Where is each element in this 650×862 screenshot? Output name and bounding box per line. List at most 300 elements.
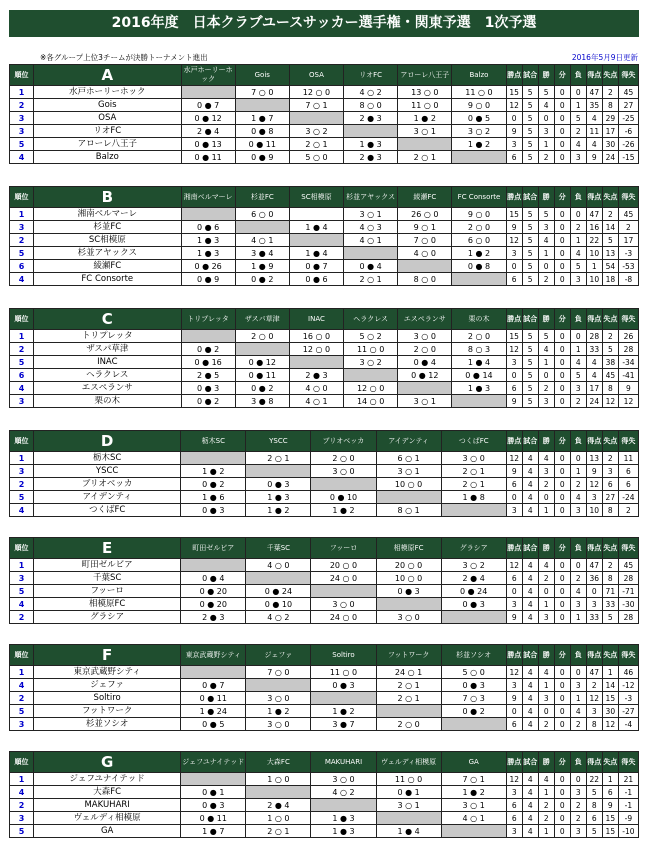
rank-cell: 5 (10, 247, 34, 260)
stat-header: 得失 (618, 645, 638, 666)
team-name: ヘラクレス (34, 369, 181, 382)
stat-cell: 8 (586, 718, 602, 731)
self-cell (398, 260, 452, 273)
result-cell: 1 ● 3 (181, 247, 235, 260)
result-cell: 0 ● 6 (181, 221, 235, 234)
stat-cell: 27 (618, 99, 638, 112)
stat-cell: 4 (570, 585, 586, 598)
team-name: 町田ゼルビア (34, 559, 181, 572)
result-cell: 1 ● 2 (398, 112, 452, 125)
result-cell: 9 ○ 0 (452, 99, 506, 112)
opponent-header: リオFC (344, 65, 398, 86)
stat-cell: 2 (538, 812, 554, 825)
result-cell: 0 ● 24 (441, 585, 506, 598)
result-cell: 2 ○ 0 (311, 452, 376, 465)
result-cell: 3 ○ 1 (344, 208, 398, 221)
stat-cell: 0 (506, 585, 522, 598)
result-cell: 0 ● 11 (181, 812, 246, 825)
result-cell: 0 ● 3 (246, 478, 311, 491)
stat-cell: 4 (586, 356, 602, 369)
rank-cell: 4 (10, 679, 34, 692)
stat-cell: 4 (570, 491, 586, 504)
result-cell: 0 ● 3 (311, 679, 376, 692)
stat-header: 得点 (586, 538, 602, 559)
stat-cell: 3 (506, 598, 522, 611)
result-cell: 0 ● 7 (181, 99, 235, 112)
result-cell: 5 ○ 0 (441, 666, 506, 679)
stat-cell: 5 (522, 138, 538, 151)
stat-cell: 12 (618, 395, 638, 408)
result-cell: 4 ○ 0 (398, 247, 452, 260)
rank-header: 順位 (10, 431, 34, 452)
stat-cell: 4 (538, 343, 554, 356)
stat-cell: 4 (538, 666, 554, 679)
stat-cell: 2 (538, 572, 554, 585)
stat-cell: 6 (618, 465, 638, 478)
stat-cell: 2 (538, 273, 554, 286)
table-row (10, 395, 639, 408)
stat-cell: 9 (506, 221, 522, 234)
stat-cell: 0 (554, 478, 570, 491)
table-row (10, 666, 639, 679)
result-cell: 16 ○ 0 (289, 330, 343, 343)
result-cell: 0 ● 3 (181, 799, 246, 812)
opponent-header: 相模原FC (376, 538, 441, 559)
stat-cell: 4 (570, 356, 586, 369)
stat-cell: 6 (506, 572, 522, 585)
result-cell: 8 ○ 0 (344, 99, 398, 112)
stat-cell: -3 (618, 692, 638, 705)
rank-cell: 1 (10, 86, 34, 99)
stat-cell: 3 (586, 705, 602, 718)
result-cell: 0 ● 2 (181, 395, 235, 408)
result-cell: 2 ○ 0 (452, 330, 506, 343)
opponent-header: INAC (289, 309, 343, 330)
result-cell: 1 ● 4 (452, 356, 506, 369)
stat-header: 分 (554, 309, 570, 330)
stat-cell: 2 (586, 679, 602, 692)
self-cell (181, 208, 235, 221)
stat-cell: -3 (618, 247, 638, 260)
stat-cell: 1 (538, 138, 554, 151)
stat-header: 分 (554, 538, 570, 559)
opponent-header: SC相模原 (289, 187, 343, 208)
team-name: SC相模原 (34, 234, 181, 247)
result-cell: 0 ● 5 (452, 112, 506, 125)
stat-cell: -9 (618, 812, 638, 825)
result-cell: 6 ○ 1 (376, 452, 441, 465)
stat-header: 勝点 (506, 65, 522, 86)
opponent-header: トリプレッタ (181, 309, 235, 330)
stat-cell: 45 (602, 369, 618, 382)
stat-header: 勝点 (506, 309, 522, 330)
stat-cell: 3 (538, 611, 554, 624)
result-cell (289, 208, 343, 221)
stat-cell: -12 (618, 679, 638, 692)
stat-cell: 2 (618, 221, 638, 234)
table-row (10, 369, 639, 382)
stat-header: 負 (570, 645, 586, 666)
stat-cell: 0 (554, 598, 570, 611)
team-name: つくばFC (34, 504, 181, 517)
rank-cell: 2 (10, 343, 34, 356)
stat-cell: 5 (522, 395, 538, 408)
result-cell: 12 ○ 0 (289, 343, 343, 356)
stat-cell: 3 (570, 786, 586, 799)
opponent-header: ヘラクレス (344, 309, 398, 330)
result-cell: 1 ● 3 (246, 491, 311, 504)
stat-cell: 33 (602, 598, 618, 611)
stat-header: 試合 (522, 187, 538, 208)
stat-cell: 3 (506, 504, 522, 517)
stat-cell: 5 (538, 208, 554, 221)
table-row (10, 138, 639, 151)
opponent-header: フットワーク (376, 645, 441, 666)
stat-cell: 6 (602, 478, 618, 491)
stat-cell: 9 (618, 382, 638, 395)
stat-cell: 28 (618, 611, 638, 624)
stat-cell: 5 (522, 86, 538, 99)
stat-cell: 5 (522, 112, 538, 125)
stat-cell: 47 (586, 666, 602, 679)
stat-cell: -41 (618, 369, 638, 382)
stat-cell: 24 (602, 151, 618, 164)
stat-cell: 0 (554, 679, 570, 692)
stat-cell: 4 (522, 598, 538, 611)
stat-cell: -27 (618, 705, 638, 718)
table-row (10, 330, 639, 343)
stat-cell: 0 (554, 611, 570, 624)
stat-cell: 5 (522, 273, 538, 286)
result-cell: 0 ● 3 (376, 585, 441, 598)
rank-cell: 4 (10, 273, 34, 286)
rank-cell: 4 (10, 786, 34, 799)
stat-cell: 3 (570, 151, 586, 164)
result-cell: 12 ○ 0 (344, 382, 398, 395)
rank-cell: 6 (10, 260, 34, 273)
rank-header: 順位 (10, 752, 34, 773)
group-table-a (9, 64, 639, 164)
result-cell: 1 ● 4 (376, 825, 441, 838)
stat-header: 試合 (522, 538, 538, 559)
result-cell: 1 ● 3 (344, 138, 398, 151)
team-name: YSCC (34, 465, 181, 478)
rank-cell: 1 (10, 452, 34, 465)
table-row (10, 786, 639, 799)
stat-header: 試合 (522, 309, 538, 330)
stat-header: 負 (570, 187, 586, 208)
stat-cell: -30 (618, 598, 638, 611)
rank-cell: 4 (10, 504, 34, 517)
stat-cell: 5 (522, 99, 538, 112)
stat-cell: 4 (522, 504, 538, 517)
result-cell: 1 ● 2 (452, 247, 506, 260)
result-cell: 0 ● 1 (181, 786, 246, 799)
result-cell: 3 ○ 0 (441, 452, 506, 465)
table-row (10, 99, 639, 112)
stat-cell: -1 (618, 799, 638, 812)
stat-cell: 0 (554, 382, 570, 395)
result-cell: 7 ○ 0 (235, 86, 289, 99)
result-cell: 0 ● 9 (235, 151, 289, 164)
stat-cell: 24 (586, 395, 602, 408)
stat-cell: 8 (602, 572, 618, 585)
qualification-note: ※各グループ上位3チームが決勝トーナメント進出 (40, 53, 208, 62)
self-cell (344, 125, 398, 138)
opponent-header: Soltiro (311, 645, 376, 666)
team-name: 綾瀬FC (34, 260, 181, 273)
stat-cell: 0 (554, 343, 570, 356)
stat-cell: 0 (554, 799, 570, 812)
stat-header: 勝点 (506, 431, 522, 452)
stat-cell: 2 (602, 208, 618, 221)
result-cell: 0 ● 11 (181, 692, 246, 705)
result-cell: 0 ● 3 (181, 504, 246, 517)
rank-cell: 3 (10, 395, 34, 408)
result-cell: 4 ○ 1 (344, 234, 398, 247)
result-cell: 2 ● 3 (181, 611, 246, 624)
stat-cell: 4 (522, 611, 538, 624)
self-cell (398, 138, 452, 151)
stat-cell: 1 (602, 666, 618, 679)
rank-cell: 4 (10, 598, 34, 611)
stat-cell: 0 (538, 260, 554, 273)
stat-cell: 0 (554, 666, 570, 679)
stat-cell: 38 (602, 356, 618, 369)
stat-cell: 4 (522, 679, 538, 692)
stat-cell: 5 (522, 125, 538, 138)
rank-cell: 5 (10, 705, 34, 718)
opponent-header: 栗の木 (452, 309, 506, 330)
table-row (10, 356, 639, 369)
stat-cell: 4 (522, 718, 538, 731)
opponent-header: 栃木SC (181, 431, 246, 452)
stat-cell: 5 (586, 825, 602, 838)
opponent-header: MAKUHARI (311, 752, 376, 773)
stat-cell: 6 (506, 718, 522, 731)
self-cell (441, 611, 506, 624)
opponent-header: 東京武蔵野シティ (181, 645, 246, 666)
result-cell: 10 ○ 0 (376, 478, 441, 491)
stat-header: 得点 (586, 645, 602, 666)
group-header-row (10, 752, 639, 773)
table-row (10, 208, 639, 221)
stat-cell: 1 (538, 679, 554, 692)
table-row (10, 151, 639, 164)
stat-cell: 2 (570, 812, 586, 825)
stat-cell: -8 (618, 273, 638, 286)
stat-cell: 0 (538, 585, 554, 598)
stat-header: 試合 (522, 65, 538, 86)
stat-cell: -15 (618, 151, 638, 164)
result-cell: 7 ○ 3 (441, 692, 506, 705)
stat-cell: 0 (506, 705, 522, 718)
team-name: Balzo (34, 151, 181, 164)
stat-cell: 1 (538, 356, 554, 369)
result-cell: 1 ● 4 (289, 221, 343, 234)
result-cell: 0 ● 13 (181, 138, 235, 151)
table-row (10, 343, 639, 356)
result-cell: 4 ○ 2 (246, 611, 311, 624)
team-name: 東京武蔵野シティ (34, 666, 181, 679)
team-name: ヴェルディ相模原 (34, 812, 181, 825)
rank-cell: 5 (10, 825, 34, 838)
rank-cell: 1 (10, 208, 34, 221)
rank-cell: 3 (10, 812, 34, 825)
rank-cell: 1 (10, 666, 34, 679)
stat-cell: 0 (554, 112, 570, 125)
team-name: 湘南ベルマーレ (34, 208, 181, 221)
result-cell: 11 ○ 0 (398, 99, 452, 112)
stat-cell: 1 (586, 260, 602, 273)
stat-cell: 2 (570, 478, 586, 491)
stat-cell: 45 (618, 86, 638, 99)
stat-cell: 5 (522, 330, 538, 343)
stat-cell: 12 (506, 452, 522, 465)
stat-header: 勝点 (506, 645, 522, 666)
self-cell (246, 786, 311, 799)
result-cell: 2 ○ 1 (376, 692, 441, 705)
rank-cell: 3 (10, 572, 34, 585)
stat-header: 分 (554, 187, 570, 208)
stat-cell: 3 (570, 598, 586, 611)
opponent-header: グラシア (441, 538, 506, 559)
opponent-header: ジェフユナイテッド (181, 752, 246, 773)
stat-cell: -53 (618, 260, 638, 273)
stat-cell: 0 (554, 221, 570, 234)
stat-cell: 11 (586, 125, 602, 138)
rank-header: 順位 (10, 65, 34, 86)
result-cell: 0 ● 2 (181, 478, 246, 491)
stat-cell: 4 (538, 99, 554, 112)
stat-header: 負 (570, 309, 586, 330)
stat-cell: 3 (586, 491, 602, 504)
result-cell: 3 ○ 2 (452, 125, 506, 138)
stat-cell: -71 (618, 585, 638, 598)
result-cell: 6 ○ 0 (235, 208, 289, 221)
stat-cell: 16 (586, 221, 602, 234)
rank-cell: 4 (10, 151, 34, 164)
stat-cell: 2 (602, 86, 618, 99)
table-row (10, 799, 639, 812)
stat-cell: 5 (586, 786, 602, 799)
opponent-header: 綾瀬FC (398, 187, 452, 208)
self-cell (376, 812, 441, 825)
result-cell: 0 ● 11 (235, 138, 289, 151)
stat-cell: 1 (538, 598, 554, 611)
result-cell: 4 ○ 2 (311, 786, 376, 799)
stat-header: 失点 (602, 309, 618, 330)
stat-cell: 22 (586, 773, 602, 786)
result-cell: 4 ○ 1 (289, 395, 343, 408)
group-header-row (10, 645, 639, 666)
stat-cell: 0 (554, 559, 570, 572)
group-name: D (34, 431, 181, 452)
stat-cell: 4 (522, 786, 538, 799)
stat-cell: 9 (506, 611, 522, 624)
stat-cell: 0 (506, 260, 522, 273)
result-cell: 1 ● 24 (181, 705, 246, 718)
result-cell: 1 ● 6 (181, 491, 246, 504)
rank-cell: 5 (10, 585, 34, 598)
stat-cell: 3 (538, 465, 554, 478)
stat-cell: 1 (570, 465, 586, 478)
stat-cell: 0 (554, 705, 570, 718)
stat-cell: 28 (618, 343, 638, 356)
team-name: アイデンティ (34, 491, 181, 504)
rank-cell: 5 (10, 138, 34, 151)
rank-cell: 3 (10, 465, 34, 478)
stat-cell: 3 (602, 465, 618, 478)
table-row (10, 585, 639, 598)
stat-cell: 3 (570, 825, 586, 838)
stat-cell: 0 (538, 705, 554, 718)
stat-cell: 1 (570, 611, 586, 624)
stat-cell: 6 (618, 478, 638, 491)
stat-cell: 4 (522, 452, 538, 465)
result-cell: 9 ○ 0 (452, 208, 506, 221)
result-cell: 3 ○ 1 (398, 125, 452, 138)
self-cell (344, 369, 398, 382)
opponent-header: YSCC (246, 431, 311, 452)
group-table-c (9, 308, 639, 408)
stat-cell: 1 (570, 234, 586, 247)
result-cell: 4 ○ 0 (289, 382, 343, 395)
result-cell: 12 ○ 0 (289, 86, 343, 99)
stat-cell: 4 (586, 369, 602, 382)
rank-cell: 1 (10, 330, 34, 343)
stat-cell: 36 (586, 572, 602, 585)
rank-cell: 3 (10, 112, 34, 125)
group-name: F (34, 645, 181, 666)
result-cell: 6 ○ 0 (452, 234, 506, 247)
stat-cell: 0 (554, 825, 570, 838)
result-cell: 2 ○ 1 (289, 138, 343, 151)
self-cell (289, 356, 343, 369)
team-name: INAC (34, 356, 181, 369)
stat-cell: 2 (570, 718, 586, 731)
stat-cell: 3 (538, 221, 554, 234)
result-cell: 0 ● 11 (235, 369, 289, 382)
stat-header: 得失 (618, 538, 638, 559)
result-cell: 1 ● 3 (311, 825, 376, 838)
stat-header: 分 (554, 431, 570, 452)
stat-cell: 0 (570, 559, 586, 572)
stat-header: 勝点 (506, 538, 522, 559)
rank-header: 順位 (10, 645, 34, 666)
table-row (10, 559, 639, 572)
stat-cell: 28 (586, 330, 602, 343)
opponent-header: GA (441, 752, 506, 773)
opponent-header: ザスパ草津 (235, 309, 289, 330)
stat-cell: 3 (506, 138, 522, 151)
result-cell: 0 ● 8 (235, 125, 289, 138)
team-name: ジェフユナイテッド (34, 773, 181, 786)
table-row (10, 491, 639, 504)
stat-cell: 4 (538, 559, 554, 572)
result-cell: 0 ● 2 (235, 382, 289, 395)
stat-cell: 15 (602, 825, 618, 838)
stat-header: 分 (554, 65, 570, 86)
stat-cell: 2 (618, 504, 638, 517)
stat-cell: 45 (618, 208, 638, 221)
result-cell: 7 ○ 1 (441, 773, 506, 786)
result-cell: 2 ○ 1 (246, 452, 311, 465)
result-cell: 1 ● 3 (181, 234, 235, 247)
stat-header: 得点 (586, 187, 602, 208)
self-cell (452, 273, 506, 286)
result-cell: 24 ○ 0 (311, 611, 376, 624)
